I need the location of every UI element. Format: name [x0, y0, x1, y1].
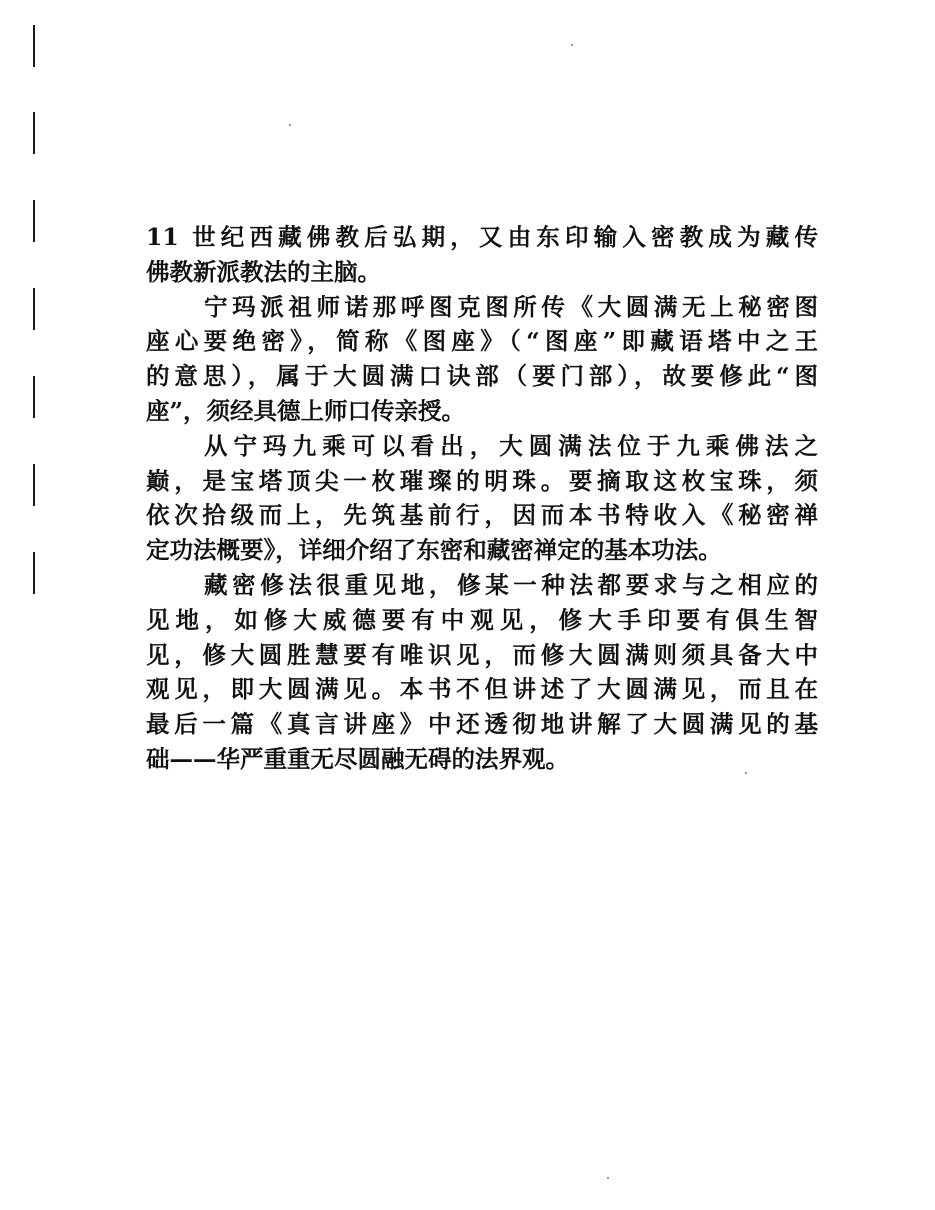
text-line: 11 世纪西藏佛教后弘期，又由东印输入密教成为藏传	[146, 223, 818, 251]
text-line: 础——华严重重无尽圆融无碍的法界观。	[146, 744, 569, 773]
margin-mark	[33, 112, 35, 154]
scan-speck	[571, 44, 573, 46]
text-line: 的意思），属于大圆满口诀部（要门部），故要修此“图	[146, 362, 818, 391]
text-line: 从宁玛九乘可以看出，大圆满法位于九乘佛法之	[204, 431, 818, 460]
margin-mark	[33, 376, 35, 418]
scan-speck	[607, 1177, 609, 1179]
text-line: 宁玛派祖师诺那呼图克图所传《大圆满无上秘密图	[204, 292, 818, 321]
body-text	[146, 220, 818, 777]
margin-mark	[33, 200, 35, 242]
margin-mark	[33, 25, 35, 67]
text-line: 观见，即大圆满见。本书不但讲述了大圆满见，而且在	[146, 675, 818, 704]
margin-mark	[33, 288, 35, 330]
text-line: 见，修大圆胜慧要有唯识见，而修大圆满则须具备大中	[146, 640, 818, 669]
text-line: 座心要绝密》，简称《图座》（“图座”即藏语塔中之王	[146, 327, 818, 356]
text-line: 佛教新派教法的主脑。	[146, 257, 381, 286]
scan-speck	[289, 124, 291, 126]
margin-mark	[33, 552, 35, 594]
text-line: 最后一篇《真言讲座》中还透彻地讲解了大圆满见的基	[146, 710, 818, 739]
text-line: 定功法概要》，详细介绍了东密和藏密禅定的基本功法。	[146, 536, 722, 565]
text-line: 藏密修法很重见地，修某一种法都要求与之相应的	[204, 570, 818, 599]
text-line: 巅，是宝塔顶尖一枚璀璨的明珠。要摘取这枚宝珠，须	[146, 466, 818, 495]
text-line: 见地，如修大威德要有中观见，修大手印要有俱生智	[146, 605, 818, 634]
margin-mark	[33, 464, 35, 506]
text-line: 依次拾级而上，先筑基前行，因而本书特收入《秘密禅	[146, 501, 818, 530]
text-line: 座”，须经具德上师口传亲授。	[146, 396, 466, 425]
